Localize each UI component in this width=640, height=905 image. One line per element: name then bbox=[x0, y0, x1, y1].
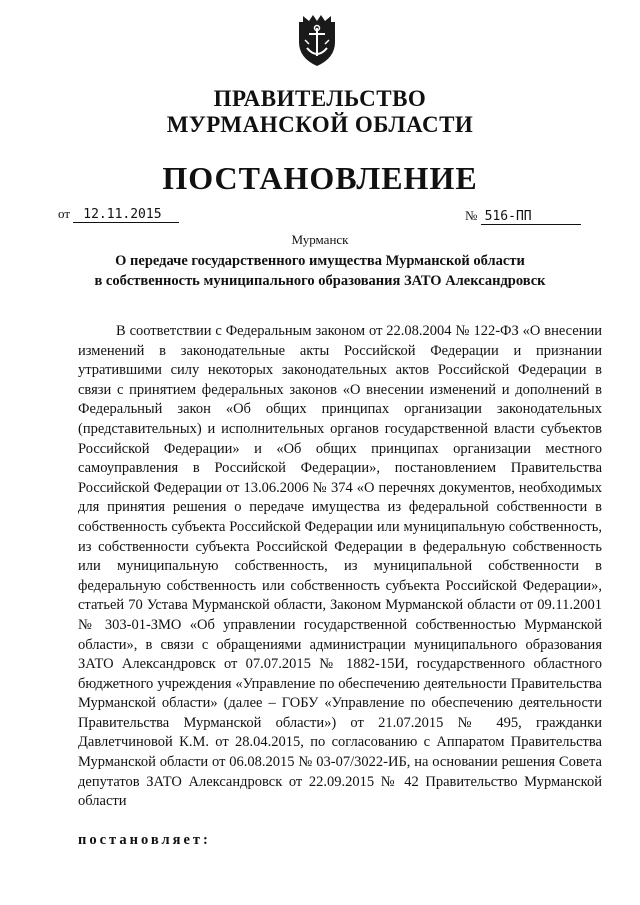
document-number: 516-ПП bbox=[481, 210, 581, 225]
government-title-line1: ПРАВИТЕЛЬСТВО bbox=[213, 86, 427, 111]
date-field bbox=[58, 206, 179, 223]
decree-word: постановляет: bbox=[78, 832, 211, 848]
subject-line2: в собственность муниципального образования ЗАТО Александровск bbox=[94, 273, 546, 289]
date-prefix: от bbox=[58, 206, 71, 221]
date-value: 12.11.2015 bbox=[73, 208, 179, 223]
subject-line1: О передаче государственного имущества Мурманской области bbox=[115, 253, 525, 269]
government-title-line2: МУРМАНСКОЙ ОБЛАСТИ bbox=[166, 112, 474, 137]
number-prefix: № bbox=[465, 208, 478, 223]
coat-of-arms-icon bbox=[293, 12, 341, 68]
document-subject bbox=[60, 251, 580, 291]
body-paragraph: В соответствии с Федеральным законом от 22.08.2004 № 122-ФЗ «О внесении изменений в законодательные акты Российской Федерации и признании утратившими силу некоторых законодательных актов Российской Федерации в связи с принятием федеральных законов «О внесении изменений и дополнений в Федеральный закон «Об общих принципах организации законодательных (представительных) и исполнительных органов государственной власти субъектов Российской Федерации» и «Об общих принципах организации местного самоуправления в Российской Федерации», постановлением Правительства Российской Федерации от 13.06.2006 № 374 «О перечнях документов, необходимых для принятия решения о передаче имущества из федеральной собственности в собственность субъекта Российской Федерации или муниципальную собственность, из собственности субъекта Российской Федерации в федеральную собственность или муниципальную собственность, из муниципальной собственности в федеральную собственность или собственность субъекта Российской Федерации», статьей 70 Устава Мурманской области, Законом Мурманской области от 09.11.2001 № 303-01-ЗМО «Об управлении государственной собственностью Мурманской области», в связи с обращениями администрации муниципального образования ЗАТО Александровск от 07.07.2015 № 1882-15И, государственного областного бюджетного учреждения «Управление по обеспечению деятельности Правительства Мурманской области» (далее – ГОБУ «Управление по обеспечению деятельности Правительства Мурманской области») от 21.07.2015 № 495, гражданки Давлетчиновой К.М. от 28.04.2015, по согласованию с Аппаратом Правительства Мурманской области от 06.08.2015 № 03-07/3022-ИБ, на основании решения Совета депутатов ЗАТО Александровск от 22.09.2015 № 42 Правительство Мурманской области bbox=[78, 323, 602, 810]
document-type-heading: ПОСТАНОВЛЕНИЕ bbox=[162, 160, 478, 196]
document-number-field bbox=[465, 208, 581, 225]
city-name: Мурманск bbox=[291, 232, 349, 247]
